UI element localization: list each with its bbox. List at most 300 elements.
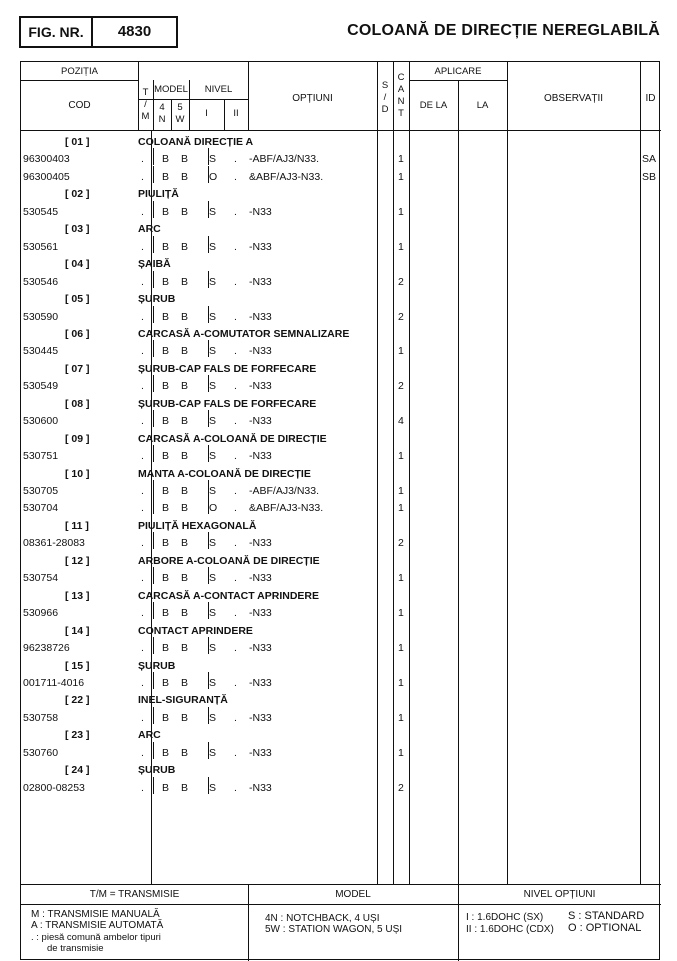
part-code: 530600 xyxy=(23,415,59,428)
position-number: [ 05 ] xyxy=(65,293,90,306)
col-de-la: DE LA xyxy=(419,100,448,111)
part-name: ARC xyxy=(138,223,161,236)
part-name: PIULIȚĂ HEXAGONALĂ xyxy=(138,519,257,532)
model-4n-cell: B xyxy=(162,275,170,288)
part-code: 530760 xyxy=(23,746,59,759)
nivel-ii-cell: . xyxy=(234,450,237,463)
options-cell: -N33 xyxy=(249,537,272,550)
nivel-ii-cell: . xyxy=(234,676,237,689)
transmission-cell: . xyxy=(141,415,144,428)
cell-divider xyxy=(208,532,209,549)
position-number: [ 10 ] xyxy=(65,467,90,480)
position-row xyxy=(21,762,661,779)
cell-divider xyxy=(153,445,154,462)
transmission-cell: . xyxy=(141,676,144,689)
col-observatii: OBSERVAȚII xyxy=(543,93,604,104)
transmission-cell: . xyxy=(141,275,144,288)
model-5w-cell: B xyxy=(181,275,189,288)
col-nivel-i: I xyxy=(205,108,208,119)
position-row xyxy=(21,466,661,483)
part-row xyxy=(21,745,661,762)
position-row xyxy=(21,256,661,273)
model-4n-cell: B xyxy=(162,240,170,253)
footer-title-rule xyxy=(21,904,661,905)
cell-divider xyxy=(208,445,209,462)
options-cell: &ABF/AJ3-N33. xyxy=(249,502,324,515)
nivel-ii-cell: . xyxy=(234,781,237,794)
part-row xyxy=(21,448,661,465)
part-code: 530549 xyxy=(23,380,59,393)
cell-divider xyxy=(208,742,209,759)
model-5w-cell: B xyxy=(181,380,189,393)
position-row xyxy=(21,518,661,535)
cell-divider xyxy=(153,201,154,218)
part-row xyxy=(21,535,661,552)
model-5w-cell: B xyxy=(181,572,189,585)
part-row xyxy=(21,570,661,587)
options-cell: -N33 xyxy=(249,415,272,428)
part-row xyxy=(21,309,661,326)
footer-nivel-line: I : 1.6DOHC (SX) xyxy=(466,912,544,923)
transmission-cell: . xyxy=(141,642,144,655)
footer-model-line: 4N : NOTCHBACK, 4 UȘI xyxy=(265,913,380,924)
transmission-cell: . xyxy=(141,310,144,323)
cell-divider xyxy=(153,777,154,794)
position-number: [ 13 ] xyxy=(65,589,90,602)
part-code: 530705 xyxy=(23,485,59,497)
position-number: [ 12 ] xyxy=(65,554,90,567)
footer-nivel-code: S : STANDARD xyxy=(568,910,645,922)
options-cell: -N33 xyxy=(249,380,272,393)
nivel-ii-cell: . xyxy=(234,711,237,724)
cell-divider xyxy=(153,637,154,654)
position-row xyxy=(21,134,661,151)
nivel-ii-cell: . xyxy=(234,380,237,393)
quantity-cell: 2 xyxy=(398,275,404,288)
position-number: [ 15 ] xyxy=(65,659,90,672)
part-row xyxy=(21,378,661,395)
position-row xyxy=(21,396,661,413)
options-cell: -N33 xyxy=(249,450,272,463)
nivel-cell: S xyxy=(209,642,217,655)
quantity-cell: 1 xyxy=(398,746,404,759)
options-cell: -ABF/AJ3/N33. xyxy=(249,485,320,497)
part-row xyxy=(21,500,661,517)
cell-divider xyxy=(208,201,209,218)
cell-divider xyxy=(208,410,209,427)
options-cell: -N33 xyxy=(249,240,272,253)
part-row xyxy=(21,343,661,360)
part-name: MANTA A-COLOANĂ DE DIRECȚIE xyxy=(138,467,311,480)
footer-top-rule xyxy=(21,884,661,885)
cell-divider xyxy=(208,375,209,392)
nivel-cell: S xyxy=(209,781,217,794)
col-model: MODEL xyxy=(154,84,188,95)
model-5w-cell: B xyxy=(181,746,189,759)
part-code: 530754 xyxy=(23,572,59,585)
part-name: CONTACT APRINDERE xyxy=(138,624,253,637)
col-la: LA xyxy=(476,100,489,111)
cell-divider xyxy=(153,602,154,619)
transmission-cell: . xyxy=(141,607,144,620)
nivel-cell: S xyxy=(209,572,217,585)
cell-divider xyxy=(208,340,209,357)
cell-divider xyxy=(153,166,154,183)
part-code: 96300403 xyxy=(23,153,70,166)
cell-divider xyxy=(153,497,154,514)
model-5w-cell: B xyxy=(181,345,189,358)
nivel-ii-cell: . xyxy=(234,310,237,323)
model-5w-cell: B xyxy=(181,537,189,550)
nivel-cell: S xyxy=(209,153,217,166)
footer-tm-title: T/M = TRANSMISIE xyxy=(89,889,180,900)
position-number: [ 11 ] xyxy=(65,519,89,532)
model-5w-cell: B xyxy=(181,485,189,497)
nivel-ii-cell: . xyxy=(234,153,237,166)
figure-label: FIG. NR. xyxy=(21,18,93,46)
cell-divider xyxy=(208,166,209,183)
cell-divider xyxy=(208,602,209,619)
part-name: CARCASĂ A-CONTACT APRINDERE xyxy=(138,589,320,602)
model-5w-cell: B xyxy=(181,642,189,655)
model-5w-cell: B xyxy=(181,170,189,183)
part-row xyxy=(21,640,661,657)
position-row xyxy=(21,623,661,640)
part-code: 530758 xyxy=(23,711,59,724)
position-row xyxy=(21,221,661,238)
cell-divider xyxy=(153,567,154,584)
id-cell: SB xyxy=(642,170,657,183)
col-model-5w: 5 W xyxy=(175,102,185,125)
cell-divider xyxy=(153,271,154,288)
position-number: [ 08 ] xyxy=(65,397,90,410)
nivel-ii-cell: . xyxy=(234,607,237,620)
position-number: [ 24 ] xyxy=(65,764,90,777)
model-4n-cell: B xyxy=(162,450,170,463)
model-4n-cell: B xyxy=(162,607,170,620)
quantity-cell: 1 xyxy=(398,572,404,585)
figure-number: 4830 xyxy=(117,23,152,40)
options-cell: -N33 xyxy=(249,205,272,218)
footer-nivel-title: NIVEL OPȚIUNI xyxy=(523,889,596,900)
cell-divider xyxy=(153,340,154,357)
position-row xyxy=(21,186,661,203)
part-row xyxy=(21,675,661,692)
col-model-4n: 4 N xyxy=(158,102,166,125)
cell-divider xyxy=(153,410,154,427)
cell-divider xyxy=(153,672,154,689)
model-5w-cell: B xyxy=(181,781,189,794)
cell-divider xyxy=(208,637,209,654)
quantity-cell: 4 xyxy=(398,415,404,428)
nivel-ii-cell: . xyxy=(234,345,237,358)
cell-divider xyxy=(208,567,209,584)
nivel-cell: S xyxy=(209,746,217,759)
transmission-cell: . xyxy=(141,502,144,515)
part-code: 96300405 xyxy=(23,170,70,183)
cell-divider xyxy=(208,672,209,689)
position-number: [ 22 ] xyxy=(65,694,90,707)
position-number: [ 09 ] xyxy=(65,432,90,445)
cell-divider xyxy=(208,497,209,514)
part-name: COLOANĂ DIRECȚIE A xyxy=(138,136,254,148)
part-name: ȘURUB xyxy=(138,764,176,777)
cell-divider xyxy=(153,236,154,253)
parts-table xyxy=(20,61,660,960)
part-row xyxy=(21,483,661,500)
col-id: ID xyxy=(645,93,656,104)
page-title: COLOANĂ DE DIRECȚIE NEREGLABILĂ xyxy=(347,22,660,39)
model-4n-cell: B xyxy=(162,310,170,323)
model-4n-cell: B xyxy=(162,380,170,393)
quantity-cell: 2 xyxy=(398,537,404,550)
options-cell: -N33 xyxy=(249,345,272,358)
options-cell: -N33 xyxy=(249,711,272,724)
col-nivel: NIVEL xyxy=(204,84,233,95)
nivel-ii-cell: . xyxy=(234,170,237,183)
nivel-cell: S xyxy=(209,380,217,393)
transmission-cell: . xyxy=(141,537,144,550)
part-row xyxy=(21,710,661,727)
position-row xyxy=(21,361,661,378)
nivel-ii-cell: . xyxy=(234,275,237,288)
nivel-cell: S xyxy=(209,450,217,463)
part-name: ȘAIBĂ xyxy=(138,258,171,271)
cell-divider xyxy=(153,707,154,724)
part-code: 08361-28083 xyxy=(23,537,85,550)
transmission-cell: . xyxy=(141,711,144,724)
cell-divider xyxy=(153,306,154,323)
options-cell: -N33 xyxy=(249,310,272,323)
transmission-cell: . xyxy=(141,345,144,358)
part-code: 530546 xyxy=(23,275,59,288)
part-name: ARC xyxy=(138,729,161,742)
options-cell: -N33 xyxy=(249,642,272,655)
model-4n-cell: B xyxy=(162,205,170,218)
model-4n-cell: B xyxy=(162,345,170,358)
part-row xyxy=(21,204,661,221)
nivel-ii-cell: . xyxy=(234,205,237,218)
nivel-cell: S xyxy=(209,607,217,620)
quantity-cell: 1 xyxy=(398,345,404,358)
quantity-cell: 1 xyxy=(398,205,404,218)
model-4n-cell: B xyxy=(162,746,170,759)
header-rule xyxy=(21,80,138,81)
nivel-cell: S xyxy=(209,275,217,288)
transmission-cell: . xyxy=(141,572,144,585)
col-tm: T / M xyxy=(141,87,150,122)
model-5w-cell: B xyxy=(181,415,189,428)
part-name: INEL-SIGURANȚĂ xyxy=(138,694,228,707)
cell-divider xyxy=(153,480,154,497)
quantity-cell: 1 xyxy=(398,170,404,183)
part-name: ȘURUB xyxy=(138,293,176,306)
part-row xyxy=(21,239,661,256)
cell-divider xyxy=(208,707,209,724)
nivel-cell: O xyxy=(209,502,218,515)
position-number: [ 03 ] xyxy=(65,223,90,236)
part-name: CARCASĂ A-COLOANĂ DE DIRECȚIE xyxy=(138,432,327,445)
header-bottom-rule xyxy=(21,130,661,131)
transmission-cell: . xyxy=(141,153,144,166)
part-code: 96238726 xyxy=(23,642,70,655)
col-cant: C A N T xyxy=(397,72,405,119)
col-nivel-ii: II xyxy=(233,108,239,119)
part-code: 530445 xyxy=(23,345,59,358)
cell-divider xyxy=(208,148,209,165)
model-4n-cell: B xyxy=(162,537,170,550)
transmission-cell: . xyxy=(141,170,144,183)
quantity-cell: 2 xyxy=(398,310,404,323)
part-name: ȘURUB-CAP FALS DE FORFECARE xyxy=(138,397,317,410)
cell-divider xyxy=(153,375,154,392)
figure-number-box xyxy=(19,16,178,48)
cell-divider xyxy=(153,742,154,759)
part-row xyxy=(21,274,661,291)
position-row xyxy=(21,588,661,605)
footer-tm-line: M : TRANSMISIE MANUALĂ xyxy=(31,909,160,920)
position-row xyxy=(21,553,661,570)
nivel-ii-cell: . xyxy=(234,502,237,515)
footer-tm-line: A : TRANSMISIE AUTOMATĂ xyxy=(31,920,164,931)
nivel-cell: S xyxy=(209,240,217,253)
nivel-ii-cell: . xyxy=(234,537,237,550)
part-row xyxy=(21,151,661,168)
model-5w-cell: B xyxy=(181,607,189,620)
nivel-cell: S xyxy=(209,537,217,550)
model-5w-cell: B xyxy=(181,711,189,724)
part-row xyxy=(21,780,661,797)
position-row xyxy=(21,727,661,744)
quantity-cell: 2 xyxy=(398,380,404,393)
position-row xyxy=(21,326,661,343)
part-code: 530561 xyxy=(23,240,59,253)
quantity-cell: 1 xyxy=(398,711,404,724)
options-cell: -N33 xyxy=(249,676,272,689)
model-5w-cell: B xyxy=(181,240,189,253)
nivel-cell: S xyxy=(209,676,217,689)
part-code: 530590 xyxy=(23,310,59,323)
part-name: CARCASĂ A-COMUTATOR SEMNALIZARE xyxy=(138,327,350,340)
col-sd: S / D xyxy=(381,80,389,115)
part-name: ȘURUB-CAP FALS DE FORFECARE xyxy=(138,362,317,375)
transmission-cell: . xyxy=(141,205,144,218)
nivel-cell: S xyxy=(209,310,217,323)
model-4n-cell: B xyxy=(162,415,170,428)
position-number: [ 07 ] xyxy=(65,362,90,375)
part-row xyxy=(21,169,661,186)
quantity-cell: 1 xyxy=(398,450,404,463)
position-number: [ 02 ] xyxy=(65,188,90,201)
cell-divider xyxy=(208,306,209,323)
model-4n-cell: B xyxy=(162,572,170,585)
nivel-cell: S xyxy=(209,711,217,724)
part-row xyxy=(21,413,661,430)
nivel-cell: S xyxy=(209,485,217,497)
model-5w-cell: B xyxy=(181,676,189,689)
options-cell: -N33 xyxy=(249,781,272,794)
position-number: [ 04 ] xyxy=(65,258,90,271)
nivel-ii-cell: . xyxy=(234,572,237,585)
options-cell: -N33 xyxy=(249,607,272,620)
part-code: 530704 xyxy=(23,502,59,515)
options-cell: -N33 xyxy=(249,746,272,759)
options-cell: -N33 xyxy=(249,572,272,585)
options-cell: -ABF/AJ3/N33. xyxy=(249,153,320,166)
cell-divider xyxy=(153,532,154,549)
part-name: PIULIȚĂ xyxy=(138,188,179,201)
part-name: ȘURUB xyxy=(138,659,176,672)
transmission-cell: . xyxy=(141,746,144,759)
transmission-cell: . xyxy=(141,240,144,253)
cell-divider xyxy=(208,236,209,253)
nivel-cell: S xyxy=(209,345,217,358)
footer-nivel-code: O : OPTIONAL xyxy=(568,922,642,934)
model-5w-cell: B xyxy=(181,310,189,323)
quantity-cell: 1 xyxy=(398,642,404,655)
nivel-ii-cell: . xyxy=(234,746,237,759)
col-pozitia: POZIȚIA xyxy=(61,66,98,77)
part-name: ARBORE A-COLOANĂ DE DIRECȚIE xyxy=(138,554,320,567)
model-4n-cell: B xyxy=(162,485,170,497)
footer-nivel-line: II : 1.6DOHC (CDX) xyxy=(466,924,554,935)
position-row xyxy=(21,291,661,308)
model-4n-cell: B xyxy=(162,676,170,689)
model-4n-cell: B xyxy=(162,642,170,655)
cell-divider xyxy=(153,148,154,165)
position-number: [ 14 ] xyxy=(65,624,90,637)
position-number: [ 06 ] xyxy=(65,327,90,340)
part-code: 530966 xyxy=(23,607,59,620)
position-row xyxy=(21,658,661,675)
model-5w-cell: B xyxy=(181,205,189,218)
model-5w-cell: B xyxy=(181,502,189,515)
id-cell: SA xyxy=(642,153,657,166)
transmission-cell: . xyxy=(141,450,144,463)
transmission-cell: . xyxy=(141,380,144,393)
part-row xyxy=(21,605,661,622)
position-row xyxy=(21,692,661,709)
quantity-cell: 1 xyxy=(398,676,404,689)
footer-tm-line: . : piesă comună ambelor tipuri xyxy=(31,932,161,943)
col-aplicare: APLICARE xyxy=(434,66,482,77)
cell-divider xyxy=(208,777,209,794)
nivel-ii-cell: . xyxy=(234,415,237,428)
model-5w-cell: B xyxy=(181,153,189,166)
transmission-cell: . xyxy=(141,485,144,497)
model-4n-cell: B xyxy=(162,153,170,166)
col-optiuni: OPȚIUNI xyxy=(292,93,333,104)
quantity-cell: 1 xyxy=(398,502,404,515)
footer-tm-line: de transmisie xyxy=(47,943,104,954)
footer-model-title: MODEL xyxy=(335,889,371,900)
model-4n-cell: B xyxy=(162,781,170,794)
position-row xyxy=(21,431,661,448)
footer-model-line: 5W : STATION WAGON, 5 UȘI xyxy=(265,924,403,935)
cell-divider xyxy=(208,480,209,497)
model-4n-cell: B xyxy=(162,170,170,183)
part-code: 530751 xyxy=(23,450,59,463)
nivel-cell: O xyxy=(209,170,218,183)
part-code: 001711-4016 xyxy=(23,676,85,689)
quantity-cell: 1 xyxy=(398,485,404,497)
quantity-cell: 2 xyxy=(398,781,404,794)
nivel-ii-cell: . xyxy=(234,485,237,497)
cell-divider xyxy=(208,271,209,288)
quantity-cell: 1 xyxy=(398,153,404,166)
nivel-ii-cell: . xyxy=(234,240,237,253)
position-number: [ 23 ] xyxy=(65,729,90,742)
